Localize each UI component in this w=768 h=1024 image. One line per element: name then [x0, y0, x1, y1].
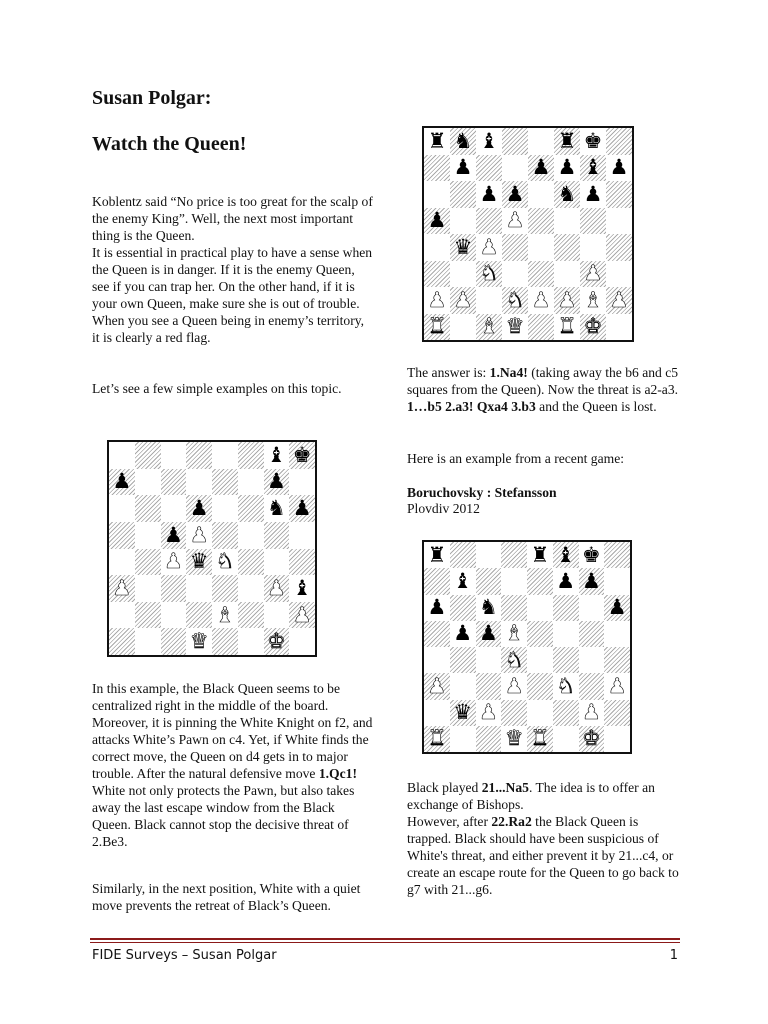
square-d5 [186, 522, 212, 549]
black-queen-icon: ♛ [453, 700, 473, 725]
square-c8 [476, 128, 502, 155]
square-g7 [580, 155, 606, 182]
square-f7 [238, 469, 264, 496]
black-king-icon: ♚ [292, 442, 312, 467]
square-d8 [502, 128, 528, 155]
white-queen-icon: ♛ [504, 726, 524, 751]
square-c6 [476, 595, 502, 621]
square-d8 [186, 442, 212, 469]
black-knight-icon: ♞ [557, 181, 577, 206]
square-b3 [450, 673, 476, 699]
black-pawn-icon: ♟ [581, 568, 601, 593]
black-pawn-icon: ♟ [479, 181, 499, 206]
page-number: 1 [669, 948, 678, 963]
black-pawn-icon: ♟ [112, 469, 132, 494]
square-c6 [476, 181, 502, 208]
example-intro: Here is an example from a recent game: [407, 451, 625, 466]
square-b7 [450, 568, 476, 594]
white-pawn-icon: ♟ [453, 287, 473, 312]
square-e4 [528, 234, 554, 261]
square-e3 [212, 575, 238, 602]
square-c5 [161, 522, 187, 549]
square-g7 [264, 469, 290, 496]
white-rook-icon: ♜ [427, 314, 447, 339]
game-players: Boruchovsky : Stefansson [407, 485, 557, 500]
footer-rule-thin [90, 942, 680, 943]
square-b2 [135, 602, 161, 629]
chess-diagram-1 [107, 440, 317, 657]
square-g7 [579, 568, 605, 594]
square-h2 [604, 700, 630, 726]
square-b2 [450, 287, 476, 314]
square-c4 [161, 549, 187, 576]
white-knight-icon: ♞ [505, 287, 525, 312]
square-a7 [424, 155, 450, 182]
square-e4 [212, 549, 238, 576]
square-a6 [424, 181, 450, 208]
square-c6 [161, 495, 187, 522]
square-h6 [289, 495, 315, 522]
white-pawn-icon: ♟ [292, 602, 312, 627]
square-g2 [264, 602, 290, 629]
square-b7 [450, 155, 476, 182]
white-pawn-icon: ♟ [112, 575, 132, 600]
black-pawn-icon: ♟ [607, 595, 627, 620]
square-a3 [109, 575, 135, 602]
white-pawn-icon: ♟ [583, 261, 603, 286]
square-g3 [264, 575, 290, 602]
square-b6 [450, 595, 476, 621]
square-f4 [553, 647, 579, 673]
square-e5 [528, 208, 554, 235]
square-e8 [528, 128, 554, 155]
square-c7 [476, 155, 502, 182]
square-f5 [553, 621, 579, 647]
square-h4 [606, 234, 632, 261]
square-g6 [580, 181, 606, 208]
black-pawn-icon: ♟ [453, 155, 473, 180]
square-b8 [135, 442, 161, 469]
square-f2 [554, 287, 580, 314]
square-f3 [554, 261, 580, 288]
square-a1 [424, 726, 450, 752]
white-pawn-icon: ♟ [427, 287, 447, 312]
square-e5 [212, 522, 238, 549]
black-pawn-icon: ♟ [189, 496, 209, 521]
square-h1 [289, 628, 315, 655]
white-queen-icon: ♛ [189, 629, 209, 654]
square-c5 [476, 208, 502, 235]
square-a3 [424, 261, 450, 288]
square-g8 [580, 128, 606, 155]
square-a4 [109, 549, 135, 576]
square-c8 [476, 542, 502, 568]
square-b1 [135, 628, 161, 655]
square-g1 [580, 314, 606, 341]
black-pawn-icon: ♟ [163, 522, 183, 547]
square-d8 [501, 542, 527, 568]
answer-paragraph: The answer is: 1.Na4! (taking away the b6 and c5 squares from the Queen). Now the threat is a2-a3. 1…b5 2.a3! Qxa4 3.b3 and the Queen is lost. [407, 365, 679, 414]
white-knight-icon: ♞ [504, 647, 524, 672]
black-king-icon: ♚ [581, 542, 601, 567]
square-f6 [553, 595, 579, 621]
black-rook-icon: ♜ [530, 542, 550, 567]
page-title: Susan Polgar: [92, 87, 212, 109]
explanation-paragraph: In this example, the Black Queen seems to be centralized right in the middle of the board. Moreover, it is pinning the White Knight on f2, and attacks White’s Pawn on c4. Yet, if White finds the correct move, the Queen on d4 gets in to major trouble. After the natural defensive move 1.Qc1! White not only protects the Pawn, but also takes away the last escape window from the Black Queen. Black cannot stop the decisive threat of 2.Be3. [92, 681, 373, 849]
square-c8 [161, 442, 187, 469]
square-f1 [553, 726, 579, 752]
square-b1 [450, 314, 476, 341]
square-h4 [604, 647, 630, 673]
square-f8 [238, 442, 264, 469]
square-f8 [554, 128, 580, 155]
square-h1 [604, 726, 630, 752]
square-d1 [186, 628, 212, 655]
black-knight-icon: ♞ [266, 496, 286, 521]
square-e5 [527, 621, 553, 647]
white-pawn-icon: ♟ [163, 549, 183, 574]
square-a2 [424, 287, 450, 314]
square-b5 [450, 621, 476, 647]
white-pawn-icon: ♟ [427, 673, 447, 698]
square-g4 [579, 647, 605, 673]
square-a8 [424, 542, 450, 568]
square-g8 [264, 442, 290, 469]
square-b5 [135, 522, 161, 549]
square-h8 [606, 128, 632, 155]
square-b8 [450, 542, 476, 568]
square-b4 [450, 647, 476, 673]
square-a6 [109, 495, 135, 522]
square-e6 [528, 181, 554, 208]
square-c3 [161, 575, 187, 602]
square-f3 [238, 575, 264, 602]
square-d6 [186, 495, 212, 522]
square-d3 [501, 673, 527, 699]
square-f7 [553, 568, 579, 594]
square-h6 [606, 181, 632, 208]
square-h6 [604, 595, 630, 621]
square-g3 [580, 261, 606, 288]
black-rook-icon: ♜ [557, 128, 577, 153]
square-d1 [502, 314, 528, 341]
square-d2 [502, 287, 528, 314]
footer-title: FIDE Surveys – Susan Polgar [92, 948, 277, 963]
black-pawn-icon: ♟ [427, 595, 447, 620]
article-title: Watch the Queen! [92, 133, 247, 155]
white-rook-icon: ♜ [557, 314, 577, 339]
square-h1 [606, 314, 632, 341]
square-h2 [289, 602, 315, 629]
square-e6 [212, 495, 238, 522]
square-e1 [212, 628, 238, 655]
white-bishop-icon: ♝ [504, 621, 524, 646]
square-a5 [109, 522, 135, 549]
square-c7 [161, 469, 187, 496]
square-d3 [502, 261, 528, 288]
white-pawn-icon: ♟ [531, 287, 551, 312]
square-c5 [476, 621, 502, 647]
square-h8 [604, 542, 630, 568]
square-g5 [580, 208, 606, 235]
black-pawn-icon: ♟ [266, 469, 286, 494]
black-bishop-icon: ♝ [479, 128, 499, 153]
square-h2 [606, 287, 632, 314]
square-f5 [554, 208, 580, 235]
white-pawn-icon: ♟ [609, 287, 629, 312]
white-rook-icon: ♜ [530, 726, 550, 751]
square-f8 [553, 542, 579, 568]
square-d2 [186, 602, 212, 629]
black-bishop-icon: ♝ [583, 155, 603, 180]
square-b6 [450, 181, 476, 208]
square-e3 [528, 261, 554, 288]
intro-paragraph: Koblentz said “No price is too great for the scalp of the enemy King”. Well, the next most important thing is the Queen. It is essential in practical play to have a sense when the Queen is in danger. If it is the enemy Queen, see if you can trap her. On the other hand, if it is your own Queen, make sure she is out of trouble. When you see a Queen being in enemy’s territory, it is clearly a red flag. [92, 194, 373, 345]
square-h3 [606, 261, 632, 288]
square-d6 [501, 595, 527, 621]
black-bishop-icon: ♝ [266, 442, 286, 467]
white-queen-icon: ♛ [505, 314, 525, 339]
square-h7 [606, 155, 632, 182]
square-f6 [554, 181, 580, 208]
square-g4 [580, 234, 606, 261]
square-c1 [161, 628, 187, 655]
square-h3 [604, 673, 630, 699]
square-b3 [450, 261, 476, 288]
square-g2 [579, 700, 605, 726]
black-king-icon: ♚ [583, 128, 603, 153]
square-h7 [289, 469, 315, 496]
square-b7 [135, 469, 161, 496]
square-f6 [238, 495, 264, 522]
black-knight-icon: ♞ [478, 595, 498, 620]
square-g5 [264, 522, 290, 549]
square-e2 [527, 700, 553, 726]
black-pawn-icon: ♟ [583, 181, 603, 206]
black-pawn-icon: ♟ [557, 155, 577, 180]
square-d7 [501, 568, 527, 594]
square-c1 [476, 726, 502, 752]
square-d7 [186, 469, 212, 496]
white-pawn-icon: ♟ [557, 287, 577, 312]
square-f1 [554, 314, 580, 341]
square-a5 [424, 208, 450, 235]
black-bishop-icon: ♝ [556, 542, 576, 567]
square-d4 [186, 549, 212, 576]
square-e7 [212, 469, 238, 496]
square-d4 [501, 647, 527, 673]
square-f3 [553, 673, 579, 699]
square-b6 [135, 495, 161, 522]
white-pawn-icon: ♟ [607, 673, 627, 698]
square-e3 [527, 673, 553, 699]
square-a8 [424, 128, 450, 155]
square-h4 [289, 549, 315, 576]
square-c2 [476, 700, 502, 726]
square-c1 [476, 314, 502, 341]
white-bishop-icon: ♝ [479, 314, 499, 339]
square-a7 [109, 469, 135, 496]
square-f5 [238, 522, 264, 549]
square-a3 [424, 673, 450, 699]
square-a8 [109, 442, 135, 469]
square-d4 [502, 234, 528, 261]
conclusion-paragraph: Black played 21...Na5. The idea is to offer an exchange of Bishops. However, after 22.Ra2 the Black Queen is trapped. Black should have been suspicious of White's threat, and either prevent it by 21...c4, or create an escape route for the Queen to go back to g7 with 21...g6. [407, 780, 679, 897]
square-e8 [212, 442, 238, 469]
square-g1 [264, 628, 290, 655]
white-king-icon: ♚ [583, 314, 603, 339]
white-pawn-icon: ♟ [478, 700, 498, 725]
white-pawn-icon: ♟ [581, 700, 601, 725]
square-g6 [579, 595, 605, 621]
square-f2 [553, 700, 579, 726]
square-c3 [476, 673, 502, 699]
black-rook-icon: ♜ [427, 542, 447, 567]
game-event: Plovdiv 2012 [407, 501, 480, 516]
similarly-paragraph: Similarly, in the next position, White with a quiet move prevents the retreat of Black’s Queen. [92, 881, 361, 913]
square-b2 [450, 700, 476, 726]
white-pawn-icon: ♟ [504, 673, 524, 698]
square-e2 [528, 287, 554, 314]
square-f1 [238, 628, 264, 655]
square-g1 [579, 726, 605, 752]
square-a2 [109, 602, 135, 629]
square-g5 [579, 621, 605, 647]
white-bishop-icon: ♝ [215, 602, 235, 627]
square-g4 [264, 549, 290, 576]
square-b5 [450, 208, 476, 235]
square-h5 [606, 208, 632, 235]
square-d3 [186, 575, 212, 602]
square-e7 [528, 155, 554, 182]
square-b4 [135, 549, 161, 576]
square-h5 [604, 621, 630, 647]
square-e2 [212, 602, 238, 629]
square-a5 [424, 621, 450, 647]
square-h5 [289, 522, 315, 549]
black-queen-icon: ♛ [189, 549, 209, 574]
square-f4 [554, 234, 580, 261]
black-pawn-icon: ♟ [292, 496, 312, 521]
square-d6 [502, 181, 528, 208]
square-d5 [502, 208, 528, 235]
square-a1 [109, 628, 135, 655]
white-bishop-icon: ♝ [583, 287, 603, 312]
square-a7 [424, 568, 450, 594]
square-c4 [476, 234, 502, 261]
white-pawn-icon: ♟ [505, 208, 525, 233]
white-king-icon: ♚ [581, 726, 601, 751]
white-rook-icon: ♜ [427, 726, 447, 751]
black-pawn-icon: ♟ [453, 621, 473, 646]
chess-diagram-2 [422, 126, 634, 342]
square-a4 [424, 234, 450, 261]
square-c4 [476, 647, 502, 673]
black-pawn-icon: ♟ [478, 621, 498, 646]
square-d1 [501, 726, 527, 752]
black-rook-icon: ♜ [427, 128, 447, 153]
square-e8 [527, 542, 553, 568]
white-knight-icon: ♞ [215, 549, 235, 574]
square-e1 [527, 726, 553, 752]
black-bishop-icon: ♝ [453, 568, 473, 593]
square-g6 [264, 495, 290, 522]
square-h7 [604, 568, 630, 594]
white-knight-icon: ♞ [479, 261, 499, 286]
square-e4 [527, 647, 553, 673]
square-g3 [579, 673, 605, 699]
square-a1 [424, 314, 450, 341]
white-pawn-icon: ♟ [189, 522, 209, 547]
black-queen-icon: ♛ [453, 234, 473, 259]
square-f4 [238, 549, 264, 576]
square-b4 [450, 234, 476, 261]
chess-diagram-3 [422, 540, 632, 754]
square-d7 [502, 155, 528, 182]
black-pawn-icon: ♟ [531, 155, 551, 180]
square-b1 [450, 726, 476, 752]
white-pawn-icon: ♟ [266, 575, 286, 600]
square-c2 [161, 602, 187, 629]
square-a6 [424, 595, 450, 621]
square-d2 [501, 700, 527, 726]
square-f7 [554, 155, 580, 182]
black-pawn-icon: ♟ [427, 208, 447, 233]
square-e6 [527, 595, 553, 621]
square-g2 [580, 287, 606, 314]
square-d5 [501, 621, 527, 647]
square-h8 [289, 442, 315, 469]
footer-rule-thick [90, 938, 680, 940]
white-king-icon: ♚ [266, 629, 286, 654]
square-b3 [135, 575, 161, 602]
black-pawn-icon: ♟ [505, 181, 525, 206]
black-knight-icon: ♞ [453, 128, 473, 153]
square-a2 [424, 700, 450, 726]
square-e1 [528, 314, 554, 341]
black-bishop-icon: ♝ [292, 575, 312, 600]
square-a4 [424, 647, 450, 673]
square-h3 [289, 575, 315, 602]
square-b8 [450, 128, 476, 155]
white-knight-icon: ♞ [556, 673, 576, 698]
black-pawn-icon: ♟ [556, 568, 576, 593]
square-c2 [476, 287, 502, 314]
square-g8 [579, 542, 605, 568]
square-c7 [476, 568, 502, 594]
examples-paragraph: Let’s see a few simple examples on this topic. [92, 381, 342, 396]
black-pawn-icon: ♟ [609, 155, 629, 180]
square-f2 [238, 602, 264, 629]
square-c3 [476, 261, 502, 288]
white-pawn-icon: ♟ [479, 234, 499, 259]
square-e7 [527, 568, 553, 594]
